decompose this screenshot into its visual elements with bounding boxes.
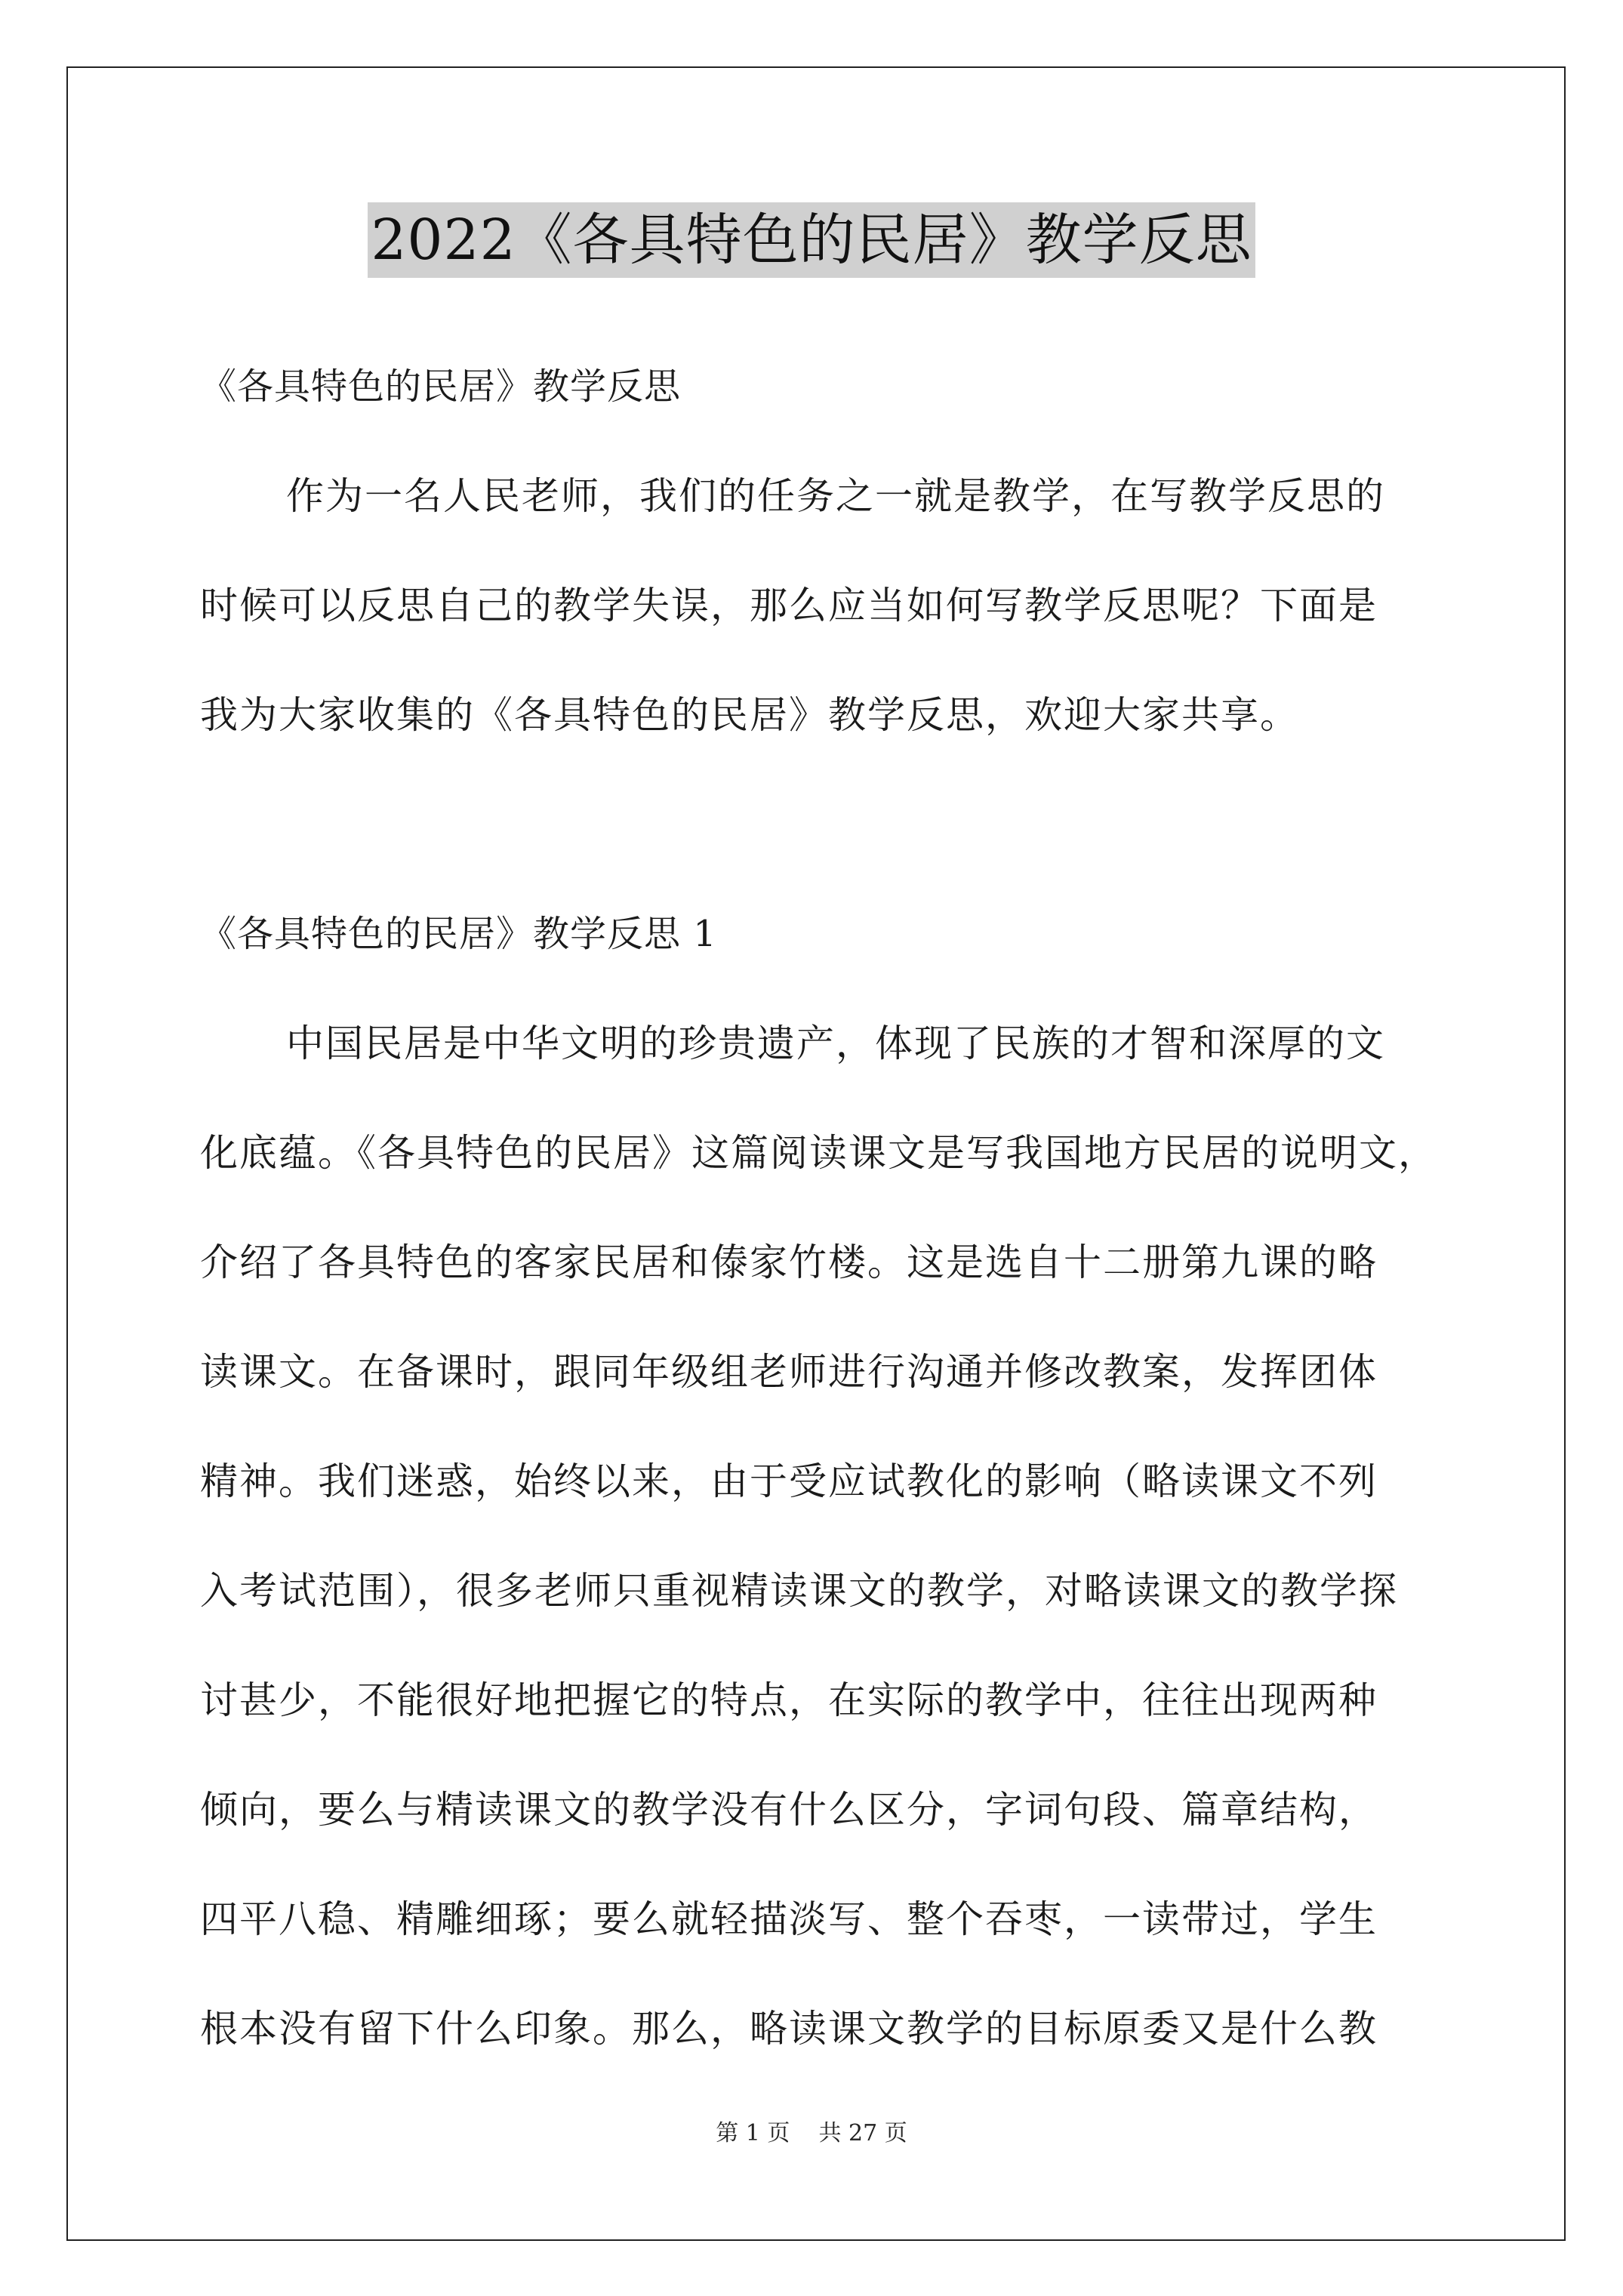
intro-line: 时候可以反思自己的教学失误，那么应当如何写教学反思呢？下面是 bbox=[200, 584, 1378, 627]
body-line: 读课文。在备课时，跟同年级组老师进行沟通并修改教案，发挥团体 bbox=[200, 1350, 1378, 1394]
body-line: 四平八稳、精雕细琢；要么就轻描淡写、整个吞枣，一读带过，学生 bbox=[200, 1897, 1378, 1941]
document-body bbox=[200, 332, 1438, 2084]
body-line: 精神。我们迷惑，始终以来，由于受应试教化的影响（略读课文不列 bbox=[200, 1459, 1378, 1503]
document-title: 2022《各具特色的民居》教学反思 bbox=[368, 202, 1255, 278]
title-container bbox=[0, 202, 1623, 278]
body-line: 中国民居是中华文明的珍贵遗产，体现了民族的才智和深厚的文 bbox=[286, 1022, 1385, 1065]
body-line: 化底蕴。《各具特色的民居》这篇阅读课文是写我国地方民居的说明文， bbox=[200, 1131, 1437, 1175]
section-heading: 《各具特色的民居》教学反思 1 bbox=[200, 913, 717, 955]
body-line: 讨甚少，不能很好地把握它的特点，在实际的教学中，往往出现两种 bbox=[200, 1678, 1378, 1722]
body-line: 根本没有留下什么印象。那么，略读课文教学的目标原委又是什么教 bbox=[200, 2007, 1378, 2051]
body-line: 倾向，要么与精读课文的教学没有什么区分，字词句段、篇章结构， bbox=[200, 1788, 1378, 1832]
body-line: 入考试范围），很多老师只重视精读课文的教学，对略读课文的教学探 bbox=[200, 1569, 1398, 1613]
intro-line: 我为大家收集的《各具特色的民居》教学反思，欢迎大家共享。 bbox=[200, 693, 1299, 737]
paragraph-spacer bbox=[200, 770, 1438, 880]
subtitle: 《各具特色的民居》教学反思 bbox=[200, 365, 682, 408]
page-footer: 第 1 页 共 27 页 bbox=[716, 2120, 907, 2147]
intro-line: 作为一名人民老师，我们的任务之一就是教学，在写教学反思的 bbox=[286, 474, 1385, 518]
body-line: 介绍了各具特色的客家民居和傣家竹楼。这是选自十二册第九课的略 bbox=[200, 1240, 1378, 1284]
